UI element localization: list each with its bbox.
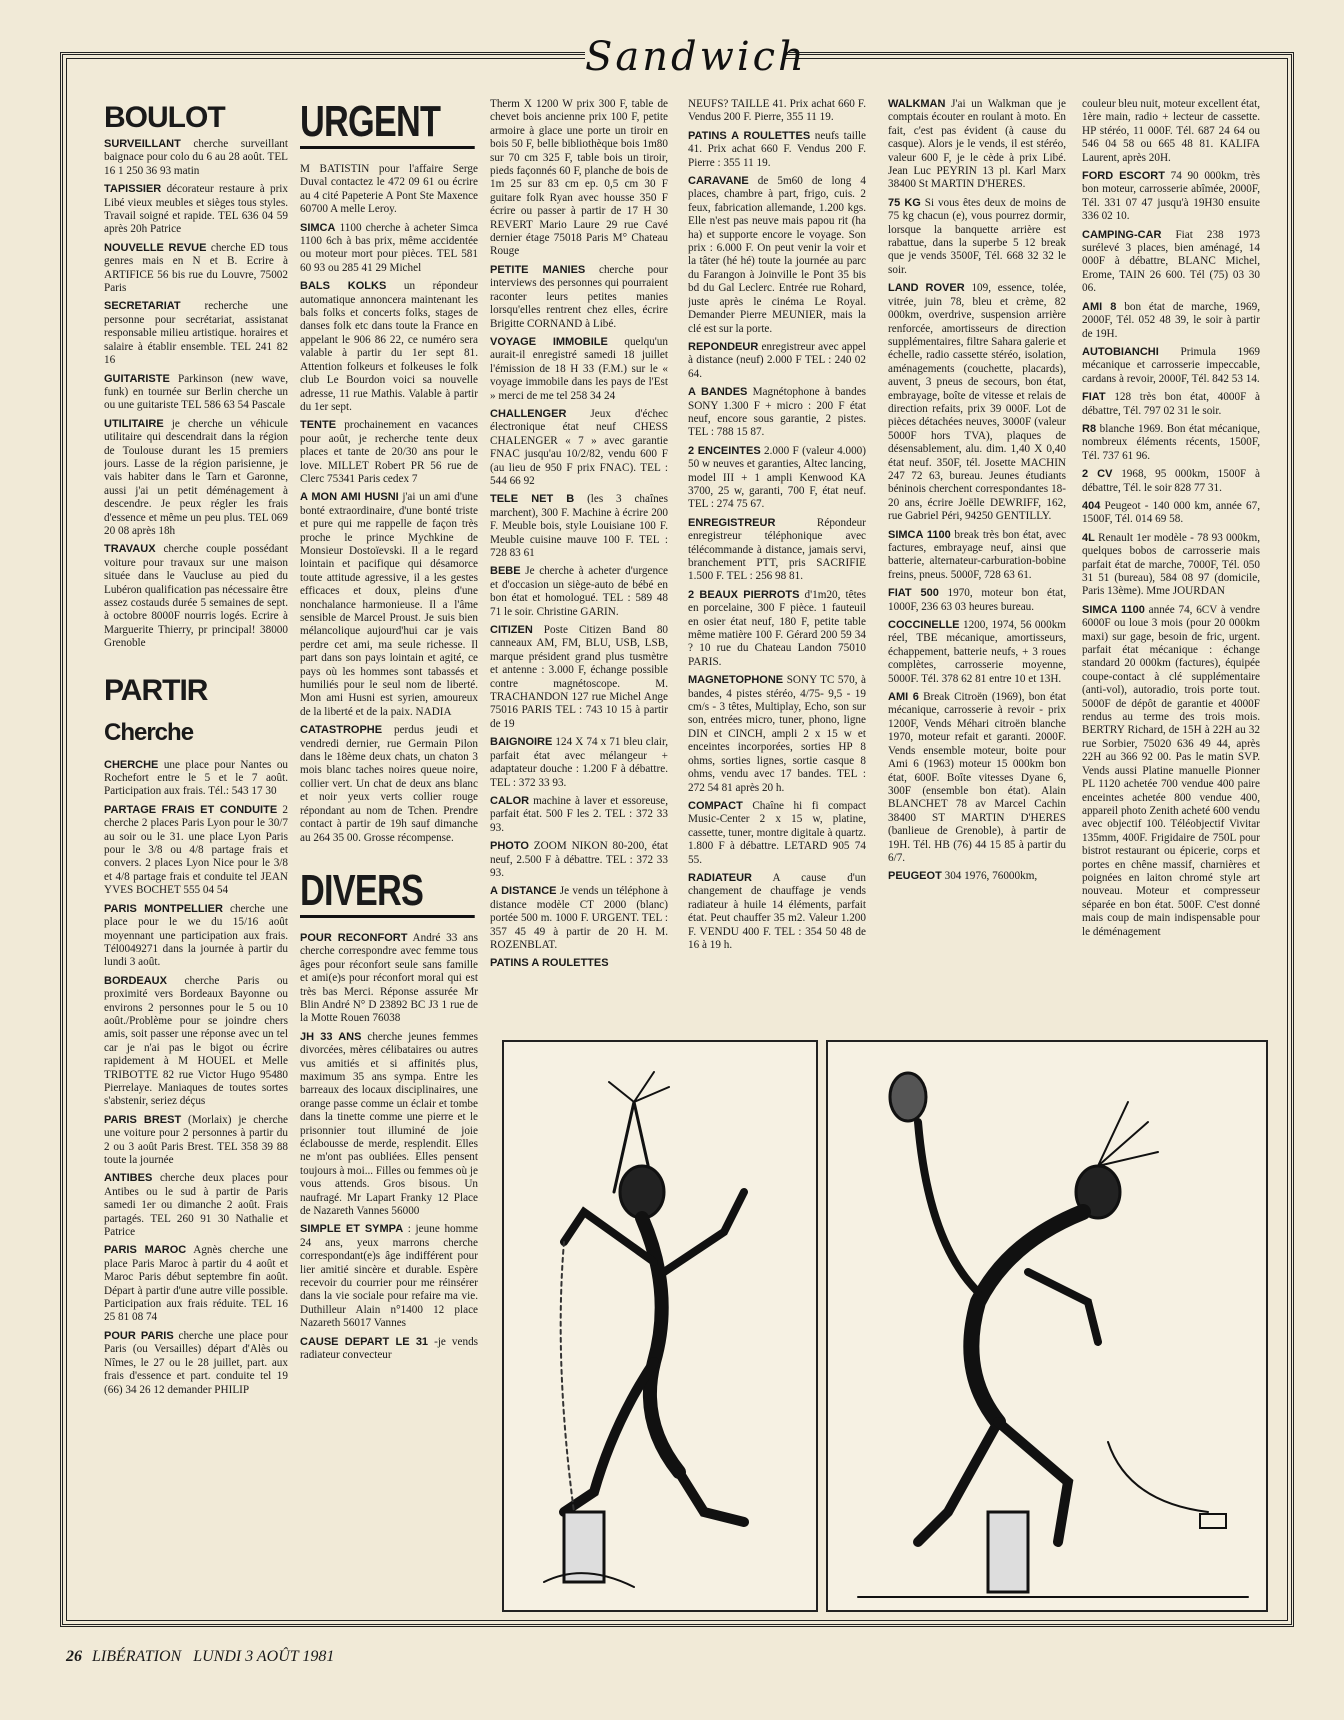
ad-keyword: 4L: [1082, 531, 1095, 544]
section-divers: DIVERS: [300, 867, 475, 918]
classified-ad: [688, 872, 866, 952]
classified-ad: [688, 800, 866, 867]
ad-keyword: BAIGNOIRE: [490, 736, 553, 749]
ad-text: cherche couple possédant voiture pour travaux sur une maison située dans le Vaucluse au pied du Lubéron qualification pas nécessaire être assez costauds durée 5 semaines de sept. à octobre 8000F nourris logés. Ecrire à Marguerite Thierry, pr principal! 38000 Grenoble: [104, 543, 288, 650]
ad-text: 124 X 74 x 71 bleu clair, parfait état avec mélangeur + adaptateur douche : 1.200 F à débattre. TEL : 372 33 93.: [490, 736, 668, 789]
classified-ad: [104, 975, 288, 1109]
boulot-ads: [104, 138, 288, 651]
ad-text: 2 cherche 2 places Paris Lyon pour le 30/7 au soir ou le 31. une place Lyon Paris pour le 3/8 ou 4/8 partage frais et convers. 2 places Lyon Nice pour le 3/8 et 4/8 partage frais et conduite tel JEAN YVES BOCHET 555 04 54: [104, 803, 288, 897]
ad-text: année 74, 6CV à vendre 6000F ou loue 3 mois (pour 20 000km maxi) sur gage, besoin de fric, urgent. parfait état mécanique : échange standard 20 000km (factures), équipée coupe-contact à clé supplémentaire (anti-vol), autoradio, trois porte tout. 5000F de dépôt de garantie et 4000F rendus au terme des trois mois. BERTRY Richard, de 15H à 22H au 32 rue Sorbier, 75020 636 49 44, après 22H au 366 92 00. Pas le matin SVP. Vends aussi Platine manuelle Pionner PL 1120 achetée 700 vendue 400 paire enceintes achetée 800 vendue 400, appareil photo Zenith acheté 600 vendu avec objectif 100. Téléobjectif Vivitar 135mm, 400F. Frigidaire de 750L pour bistrot restaurant ou épicerie, corps et portes en chêne massif, charnières et poignées en laiton chromé style art nouveau. Moteur et compresseur séparée en bon état. 500F. C'est donné mais coup de main indispensable pour le déménagement: [1082, 603, 1260, 938]
ad-text: d'1m20, têtes en porcelaine, 300 F pièce. 1 fauteuil en osier état neuf, 180 F, petite table même matière 100 F. Gérard 200 59 34 ? 10 rue du Chateau Landon 75010 PARIS.: [688, 588, 866, 668]
classified-ad: [1082, 604, 1260, 939]
ad-keyword: REPONDEUR: [688, 340, 759, 353]
classified-ad: [1082, 468, 1260, 495]
ad-keyword: PETITE MANIES: [490, 263, 586, 276]
ad-keyword: COMPACT: [688, 799, 743, 812]
ad-text: 304 1976, 76000km,: [944, 870, 1038, 883]
ad-text: Poste Citizen Band 80 canneaux AM, FM, BLU, USB, LSB, marque président grand plus tusmètre et antenne : 3.000 F, échange possible contre magnétoscope. M. TRACHANDON 127 rue Michel Ange 75016 PARIS TEL : 743 10 15 à partir de 19: [490, 624, 668, 730]
classified-ad: [104, 804, 288, 898]
cartoon-figure-left: [504, 1042, 816, 1610]
ad-keyword: PATINS A ROULETTES: [688, 129, 811, 142]
illustration-panel-left: [502, 1040, 818, 1612]
urgent-ads-cont: [490, 98, 668, 971]
ad-keyword: CALOR: [490, 794, 530, 807]
ad-text: 128 très bon état, 4000F à débattre, Tél. 797 02 31 le soir.: [1082, 391, 1260, 417]
ads-column-5: [888, 98, 1066, 884]
ad-text: recherche une personne pour secrétariat, assistanat responsable milieu artistique. horaires et salaire à établir ensemble. TEL 241 82 16: [104, 300, 288, 367]
ad-text: ZOOM NIKON 80-200, état neuf, 2.500 F à débattre. TEL : 372 33 93.: [490, 840, 668, 879]
classified-ad: [688, 130, 866, 170]
classified-ad: [688, 386, 866, 440]
classified-ad: [300, 491, 478, 719]
ad-keyword: PHOTO: [490, 840, 529, 853]
ad-keyword: GUITARISTE: [104, 372, 170, 385]
ad-keyword: R8: [1082, 422, 1097, 435]
ad-text: neufs taille 41. Prix achat 660 F. Vendus 200 F. Pierre : 355 11 19.: [688, 129, 866, 169]
section-boulot: BOULOT: [104, 101, 225, 134]
classified-ad: [104, 1330, 288, 1397]
ad-text: cherche jeunes femmes divorcées, mères célibataires ou autres vus amitiés et si affinités plus, maximum 35 ans sympa. Entre les barreaux des locaux disciplinaires, une orange passe comme un éclair et tombe dans la tinette comme une pierre et le prisonnier tout illuminé de joie éclabousse de merde, resplendit. Elles ne m'ont pas oubliées. Elles pensent toujours à moi... Filles ou femmes où je vous attends. Gros bisous. Un naufragé. Mr Lapart Franky 12 Place de Nazareth Vannes 56000: [300, 1030, 478, 1218]
newspaper-name: LIBÉRATION: [92, 1648, 182, 1665]
ad-keyword: SIMCA: [300, 221, 336, 234]
ad-keyword: FORD ESCORT: [1082, 170, 1165, 183]
illustration-panel-right: [826, 1040, 1268, 1612]
ad-text: break très bon état, avec factures, embrayage neuf, ainsi que batterie, alternateur-carburation-bobine freins, pneus. 5000F, 728 63 61.: [888, 528, 1066, 581]
ad-text: Jeux d'échec électronique état neuf CHESS CHALENGER « 7 » avec garantie FNAC jusqu'au 10/2/82, vendu 600 F (au lieu de 950 F prix FNAC). TEL : 544 66 92: [490, 407, 668, 487]
ad-keyword: A BANDES: [688, 386, 748, 399]
ad-keyword: POUR PARIS: [104, 1329, 174, 1342]
classified-ad: [688, 445, 866, 512]
ad-text: cherche ED tous genres mais en N et B. Ecrire à ARTIFICE 56 bis rue du Louvre, 75002 Paris: [104, 241, 288, 295]
classified-ad: [688, 674, 866, 795]
page-footer: [66, 1648, 334, 1666]
classified-ad: [490, 408, 668, 488]
ad-keyword: 404: [1082, 499, 1101, 512]
ad-text: cherche deux places pour Antibes ou le sud à partir de Paris samedi 1er ou dimanche 2 août. Frais partagés. TEL 260 91 30 Nathalie et Patrice: [104, 1172, 288, 1239]
classified-ad: [104, 1114, 288, 1168]
ad-text: couleur bleu nuit, moteur excellent état, 1ère main, radio + lecteur de cassette. HP stéréo, 11 000F. Tél. 687 24 64 ou 546 04 58 ou 665 48 81. KALIFA Laurent, après 20H.: [1082, 98, 1260, 164]
ad-text: cherche une place pour le we du 15/16 août moyennant une participation aux frais. Tél0049271 dans la journée à partir du lundi 3 août.: [104, 902, 288, 969]
ad-keyword: SURVEILLANT: [104, 138, 181, 150]
ad-text: un répondeur automatique annoncera maintenant les bals folks et concerts folks, stages de danses folk etc dans toute la France en appelant le 906 86 22, ce numéro sera valable à partir du 1er sept 81. Attention folkeurs et folkeuses le folk club Le Bourdon voici sa nouvelle adresse, 11 rue Mathis. Valable à partir du 1er sept.: [300, 280, 478, 413]
ad-keyword: ANTIBES: [104, 1172, 153, 1185]
ad-text: 109, essence, tolée, vitrée, juin 78, bleu et crème, 82 000km, overdrive, suspension arrière renforcée, amortisseurs de direction supplémentaires, filtre Sahara galerie et échelle, radio cassette stéréo, isolation, aménagements (couchette, placards), auvent, 3 pneus de secours, bon état, embrayage, boîte de vitesse et relais de direction refaits, prix 39 000F. Lot de pièces détachées neuves, 3000F (valeur 5000F hors TVA), plaques de désensablement, alu. dim. 1,40 X 0,40 état neuf. 350F, tél. Josette MACHIN 247 72 63, bureau. Jeunes étudiants béninois cherchent correspondantes 18-20 ans, écrire Joëlle DEWRIFF, 162, rue Gabriel Péri, 94250 GENTILLY.: [888, 282, 1066, 523]
ad-keyword: TENTE: [300, 419, 337, 432]
ad-text: perdus jeudi et vendredi dernier, rue Germain Pilon dans le 18ème deux chats, un chaton 3 mois blanc taches noires queue noire, collier vert. Un chat de deux ans blanc et noir yeux verts collier rouge répondant au nom de Tchen. Prendre contact à partir de 19h sauf dimanche au 264 35 00. Grosse récompense.: [300, 724, 478, 844]
ad-keyword: SIMCA 1100: [888, 528, 951, 541]
ad-keyword: AUTOBIANCHI: [1082, 345, 1159, 358]
classified-ad: [104, 183, 288, 237]
ad-keyword: COCCINELLE: [888, 619, 960, 632]
ad-text: Peugeot - 140 000 km, année 67, 1500F, Tél. 014 69 58.: [1082, 499, 1260, 526]
classified-ad: [490, 336, 668, 403]
ad-text: Si vous êtes deux de moins de 75 kg chacun (e), vous pourrez dormir, lorsque la banquette arrière est rabattue, dans la superbe 5 12 break que je vends 3500F, Tél. 668 32 32 le soir.: [888, 196, 1066, 276]
ad-keyword: PARIS BREST: [104, 1113, 182, 1126]
classified-ad: [888, 870, 1066, 883]
ad-text: enregistreur avec appel à distance (neuf) 2.000 F TEL : 240 02 64.: [688, 340, 866, 380]
classified-ad: [688, 341, 866, 381]
ad-text: A cause d'un changement de chauffage je vends radiateur à huile 14 éléments, parfait état. Peut chauffer 35 m2. Valeur 1.200 F. VENDU 400 F. TEL : 354 50 48 de 16 à 19 h.: [688, 871, 866, 951]
classified-ad: [688, 517, 866, 584]
classified-ad: [104, 138, 288, 178]
classified-ad: [104, 242, 288, 296]
ad-text: : jeune homme 24 ans, yeux marrons cherche correspondant(e)s âge indifférent pour lier amitié sincère et durable. Espère recevoir du courrier pour me réinsérer dans la vie sociale pour refaire ma vie. Duthilleur Alain n°1400 12 place Nazareth 56017 Vannes: [300, 1223, 478, 1330]
ad-keyword: TELE NET B: [490, 493, 575, 506]
ad-text: Répondeur enregistreur téléphonique avec télécommande à distance, jamais servi, branchement PTT, pris SACRIFIE 1.500 F. TEL : 256 98 81.: [688, 516, 866, 583]
ad-keyword: PATINS A ROULETTES: [490, 957, 609, 970]
ad-text: Therm X 1200 W prix 300 F, table de chevet bois ancienne prix 100 F, petite armoire à glace une porte un tiroir en bois 50 F, belle bibliothèque bois 1m80 sur 70 cm 325 F, table bois un tiroir, pieds façonnés 60 F, planche de bois de 1m 25 sur 83 cm ep. 0,5 cm 30 F guitare folk Ryan avec housse 350 F écrire ou passer à partir de 17 H 30 REVERT Mario Laure 29 rue Cavé dernier étage 75018 Paris M° Chateau Rouge: [490, 98, 668, 258]
ad-text: j'ai un ami d'une bonté extraordinaire, d'une bonté triste et pure qui me rappelle de façon très proche le prince Mychkine de Monsieur Dostoïevski. Il a le regard lointain et pacifique qui désamorce toute attitude agressive, il a les gestes efficaces et doux, pleins d'une nonchalance harmonieuse. Il a l'âme sensible de Marcel Proust. Je suis bien mélancolique aujourd'hui car je vais perdre cet ami, ma seule richesse. Il part dans son pays lointain et agité, ce pays où les hommes sont tabassés et humiliés pour le seul nom de liberté. Mon ami Husni est syrien, amoureux de la liberté et de la paix. NADIA: [300, 491, 478, 718]
column-3: [490, 98, 668, 1028]
ad-keyword: MAGNETOPHONE: [688, 674, 784, 687]
ad-text: NEUFS? TAILLE 41. Prix achat 660 F. Vendus 200 F. Pierre, 355 11 19.: [688, 98, 866, 124]
ad-keyword: PARIS MAROC: [104, 1244, 187, 1257]
ad-keyword: A DISTANCE: [490, 885, 557, 898]
classified-ad: [888, 587, 1066, 614]
classified-ad: [300, 1031, 478, 1219]
classified-ad: [490, 493, 668, 560]
ad-keyword: BALS KOLKS: [300, 280, 387, 293]
ad-keyword: RADIATEUR: [688, 871, 752, 884]
classified-ad: [104, 903, 288, 970]
classified-ad: [490, 624, 668, 731]
column-5: [888, 98, 1066, 1028]
classified-ad: [300, 163, 478, 217]
column-6: [1082, 98, 1260, 1178]
issue-date: LUNDI 3 AOÛT 1981: [193, 1648, 335, 1665]
ad-text: Chaîne hi fi compact Music-Center 2 x 15 w, platine, cassette, tuner, montre digitale à quartz. 1.800 F à débattre. LETARD 905 74 55.: [688, 799, 866, 866]
ad-text: 1970, moteur bon état, 1000F, 236 63 03 heures bureau.: [888, 587, 1066, 613]
ad-text: quelqu'un aurait-il enregistré samedi 18 juillet l'émission de 18 H 33 (F.M.) sur le « voyage immobile dans les pays de l'Est » merci de me tel 258 34 24: [490, 335, 668, 402]
ad-text: Je vends un téléphone à distance modèle CT 2000 (blanc) portée 500 m. 1000 F. URGENT. TEL : 357 45 49 à partir de 20 H. M. ROZENBLAT.: [490, 885, 668, 951]
ad-text: de 5m60 de long 4 places, chambre à part, frigo, cuis. 2 feux, fabrication allemande, 1.200 kgs. Elle n'est pas neuve mais papou rit (ha ha) et supporte encore le voyage. Son prix : 6.000 F. On peut venir la voir et la tâter (hé hé) toute la journée au parc du Farangon à Joinville le Pont 35 bis bd du Gal Leclerc. Entrée rue Rohard, juste après le cinéma Le Royal. Demander Pierre MEUNIER, mais la clé est sur la porte.: [688, 175, 866, 335]
ad-text: cherche une place pour Paris (ou Versailles) départ d'Alès ou Nîmes, le 27 ou le 28 juillet, part. aux frais d'essence et part. conduite tel 19 (66) 34 26 12 demander PHILIP: [104, 1329, 288, 1396]
classified-ad: [300, 1223, 478, 1330]
column-2: [300, 98, 478, 1668]
ad-keyword: CATASTROPHE: [300, 724, 383, 737]
cartoon-figure-right: [828, 1042, 1266, 1610]
ad-keyword: PARTAGE FRAIS ET CONDUITE: [104, 803, 278, 816]
ad-keyword: AMI 6: [888, 691, 919, 704]
classified-ad: [1082, 229, 1260, 296]
classified-ad: [888, 282, 1066, 523]
ad-keyword: PEUGEOT: [888, 870, 942, 883]
ad-text: cherche surveillant baignace pour colo du 6 au 28 août. TEL 16 1 250 36 93 matin: [104, 138, 288, 177]
ad-keyword: SIMPLE ET SYMPA: [300, 1223, 404, 1236]
classified-ad: [104, 543, 288, 650]
classified-ad: [490, 264, 668, 331]
ad-text: Parkinson (new wave, funk) en tournée sur Berlin cherche un ou une guitariste TEL 586 63 54 Pascale: [104, 372, 288, 412]
ad-text: M BATISTIN pour l'affaire Serge Duval contactez le 472 09 61 ou écrire au 4 cité Papeterie A Pont Ste Maxence 60700 A melle Leroy.: [300, 163, 478, 216]
ad-text: J'ai un Walkman que je comptais écouter en roulant à moto. En fait, c'est pas évident (à cause du casque). Alors je le vends, il est stéréo, valeur 600 F, je le cède à prix Libé. Jean Luc PEYRIN 13 pl. Karl Marx 38400 St MARTIN D'HERES.: [888, 98, 1066, 191]
ad-text: -je vends radiateur convecteur: [300, 1335, 478, 1362]
cherche-ads: [104, 759, 288, 1397]
ad-text: Primula 1969 mécanique et carrosserie impeccable, cardans à revoir, 2000F, Tél. 842 53 14.: [1082, 345, 1260, 385]
classified-ad: [1082, 346, 1260, 386]
column-1: [104, 98, 288, 1673]
ad-keyword: NOUVELLE REVUE: [104, 241, 207, 254]
ad-keyword: TRAVAUX: [104, 543, 156, 556]
ad-keyword: 2 BEAUX PIERROTS: [688, 588, 800, 601]
classified-ad: [490, 957, 668, 970]
classified-ad: [300, 280, 478, 414]
ads-column-4: [688, 98, 866, 952]
classified-ad: [300, 419, 478, 486]
classified-ad: [104, 1244, 288, 1324]
ad-text: bon état de marche, 1969, 2000F, Tél. 052 48 39, le soir à partir de 19H.: [1082, 300, 1260, 340]
ad-keyword: LAND ROVER: [888, 282, 965, 295]
ad-keyword: CITIZEN: [490, 624, 533, 637]
ad-keyword: SECRETARIAT: [104, 300, 181, 313]
classified-ad: [104, 373, 288, 413]
ad-keyword: TAPISSIER: [104, 183, 162, 196]
ad-text: Agnès cherche une place Paris Maroc à partir du 4 août et Maroc Paris début septembre fin août. Départ à partir d'une autre ville possible. Participation aux frais réduite. TEL 16 25 81 08 74: [104, 1244, 288, 1324]
ad-text: blanche 1969. Bon état mécanique, nombreux éléments récents, 1500F, Tél. 737 61 96.: [1082, 422, 1260, 462]
classified-ad: [688, 98, 866, 125]
classified-ad: [888, 619, 1066, 686]
ad-text: Fiat 238 1973 surélevé 3 places, bien aménagé, 14 000F à débattre, BLANC Michel, Erome, TAIN 26 600. Tél (75) 03 30 06.: [1082, 228, 1260, 295]
classified-ad: [300, 932, 478, 1026]
divers-ads: [300, 932, 478, 1363]
ad-text: une place pour Nantes ou Rochefort entre le 5 et le 7 août. Participation aux frais. Tél.: 543 17 30: [104, 758, 288, 798]
ad-keyword: POUR RECONFORT: [300, 931, 408, 944]
ad-text: 2.000 F (valeur 4.000) 50 w neuves et garanties, Altec lancing, model III + 1 ampli Kenwood KA 3700, 25 w, garanti, 700 F, état neuf. TEL : 274 75 67.: [688, 444, 866, 511]
ad-keyword: FIAT 500: [888, 587, 939, 600]
ad-keyword: CAMPING-CAR: [1082, 228, 1162, 241]
classified-ad: [1082, 391, 1260, 418]
ad-text: prochainement en vacances pour août, je recherche tente deux places et tante de 20/30 ans pour le love. MILLET Robert PR 56 rue de Clerc 75341 Paris cedex 7: [300, 419, 478, 485]
ad-text: Break Citroën (1969), bon état mécanique, carrosserie à revoir - prix 1200F, Vends Méhari citroën blanche 1970, moteur refait et garanti. 2000F. Vends ensemble moteur, boite pour Ami 6 (1963) moteur 15 000km bon état, 600F. Boîte vitesses Dyane 6, 300F (ensemble bon état). Alain BLANCHET 78 av Marcel Cachin 38400 ST MARTIN D'HERES (banlieue de Grenoble), à partir de 19H. Tél. HB (76) 44 15 85 à partir du 6/7.: [888, 691, 1066, 864]
classified-ad: [688, 589, 866, 669]
ad-text: Magnétophone à bandes SONY 1.300 F + micro : 200 F état neuf, encore sous garantie, 2 pistes. TEL : 788 15 87.: [688, 386, 866, 439]
ad-keyword: CHERCHE: [104, 758, 159, 771]
ad-keyword: UTILITAIRE: [104, 417, 164, 430]
classified-ad: [688, 175, 866, 336]
ad-text: (Morlaix) je cherche une voiture pour 2 personnes à partir du 2 ou 3 août Paris Brest. TEL 358 39 88 toute la journée: [104, 1113, 288, 1166]
ad-keyword: PARIS MONTPELLIER: [104, 902, 223, 915]
ad-keyword: FIAT: [1082, 391, 1106, 404]
ad-keyword: 2 ENCEINTES: [688, 444, 761, 457]
classified-ad: [490, 840, 668, 880]
ad-text: 1100 cherche à acheter Simca 1100 6ch à bas prix, même accidentée ou moteur mort pour pièces. TEL 581 60 93 ou 285 41 29 Michel: [300, 221, 478, 274]
ad-text: machine à laver et essoreuse, parfait état. 500 F les 2. TEL : 372 33 93.: [490, 794, 668, 834]
ad-text: cherche pour interviews des personnes qui pourraient raconter leurs petites manies lorsqu'elles rentrent chez elles, écrire Brigitte CORNAND à Libé.: [490, 263, 668, 330]
classified-ad: [104, 418, 288, 539]
ad-text: Je cherche à acheter d'urgence et d'occasion un siège-auto de bébé en bon état et homologué. TEL : 589 48 71 le soir. Christine GARIN.: [490, 565, 668, 618]
classified-ad: [300, 1336, 478, 1363]
ad-keyword: WALKMAN: [888, 98, 946, 110]
ad-text: je cherche un véhicule utilitaire qui descendrait dans la région de Toulouse durant les 15 premiers jours. Lasse de la région parisienne, je vais habiter dans le Tarn et Garonne, aussi j'ai un petit déménagement à descendre. Je peux régler les frais d'essence et même un peu plus. TEL 069 20 08 après 18h: [104, 417, 288, 537]
ad-keyword: 2 CV: [1082, 468, 1113, 481]
ad-keyword: CARAVANE: [688, 175, 749, 188]
classified-ad: [104, 300, 288, 367]
classified-ad: [888, 691, 1066, 865]
classified-ad: [1082, 423, 1260, 463]
ad-keyword: CAUSE DEPART LE 31: [300, 1335, 429, 1348]
section-urgent: URGENT: [300, 98, 475, 149]
classified-ad: [490, 885, 668, 952]
ad-keyword: CHALLENGER: [490, 407, 567, 420]
ads-column-6: [1082, 98, 1260, 939]
ad-keyword: SIMCA 1100: [1082, 603, 1145, 616]
classified-ad: [490, 565, 668, 619]
classified-ad: [104, 1172, 288, 1239]
ad-keyword: 75 KG: [888, 196, 921, 209]
ad-keyword: A MON AMI HUSNI: [300, 491, 399, 504]
classified-ad: [490, 736, 668, 790]
section-partir: PARTIR: [104, 673, 208, 707]
classified-ad: [300, 724, 478, 845]
classified-ad: [104, 759, 288, 799]
ad-text: SONY TC 570, à bandes, 4 pistes stéréo, 4/75- 9,5 - 19 cm/s - 3 têtes, Multiplay, Echo, son sur son, entrées micro, tuner, phono, ligne DIN et CINCH, ampli 2 x 15 w et enceintes incorporées, sorties HP 8 ohms, sorties lignes, sortie casque 8 ohms, vendu avec 17 bandes. TEL : 272 54 81 après 20 h.: [688, 674, 866, 794]
classified-ad: [888, 197, 1066, 277]
classified-ad: [1082, 170, 1260, 224]
classified-ad: [1082, 532, 1260, 599]
ad-text: cherche Paris ou proximité vers Bordeaux Bayonne ou environs 2 personnes pour le 5 ou 10 août./Problème pour se joindre chers amis, soit passer une réponse avec un tel car je n'ai pas le bigot ou écrire rapidement à M HOUEL et Melle TRIBOTTE 82 rue Victor Hugo 95480 Pierrelaye. Maniaques de toutes sortes s'abstenir, seriez déçus: [104, 974, 288, 1108]
urgent-ads: [300, 163, 478, 845]
column-4: [688, 98, 866, 1028]
classified-ad: [300, 222, 478, 276]
classified-ad: [490, 795, 668, 835]
ad-text: 1200, 1974, 56 000km réel, TBE mécanique, amortisseurs, échappement, batterie neufs, + 3 roues complètes, carrosserie moyenne, 5000F. Tél. 378 62 81 entre 10 et 13H.: [888, 619, 1066, 685]
section-cherche: Cherche: [104, 718, 194, 746]
ad-keyword: BEBE: [490, 565, 521, 578]
classified-ad: [1082, 98, 1260, 165]
ad-keyword: AMI 8: [1082, 300, 1117, 313]
classified-ad: [490, 98, 668, 259]
ad-keyword: BORDEAUX: [104, 974, 167, 987]
classified-ad: [1082, 301, 1260, 341]
ad-text: 1968, 95 000km, 1500F à débattre, Tél. le soir 828 77 31.: [1082, 468, 1260, 494]
ad-text: Renault 1er modèle - 78 93 000km, quelques bobos de carrosserie mais parfait état de marche, 7000F, Tél. 050 31 51 (bureau), 584 08 97 (domicile, Paris 13ème). Mme JOURDAN: [1082, 531, 1260, 598]
ad-text: décorateur restaure à prix Libé vieux meubles et sièges tous styles. Travail soigné et rapide. TEL 636 04 59 après 20h Patrice: [104, 183, 288, 236]
masthead: Sandwich: [585, 34, 807, 80]
ad-keyword: JH 33 ANS: [300, 1030, 362, 1043]
ad-keyword: ENREGISTREUR: [688, 516, 776, 529]
classified-ad: [888, 98, 1066, 192]
classified-ad: [888, 529, 1066, 583]
ad-text: André 33 ans cherche correspondre avec femme tous âges pour réconfort seule sans famille et ami(e)s pour réconfort moral qui est très bas Merci. Réponse assurée Mr Blin André N° D 23892 BC J3 1 rue de la Motte Rouen 76038: [300, 931, 478, 1025]
ad-text: (les 3 chaînes marchent), 300 F. Machine à écrire 200 F. Meuble bois, style Louisiane 100 F. Meuble cuisine mauve 100 F. TEL : 728 83 61: [490, 493, 668, 559]
ad-keyword: VOYAGE IMMOBILE: [490, 335, 608, 348]
page-number: 26: [66, 1648, 82, 1665]
classified-ad: [1082, 500, 1260, 527]
ad-text: 74 90 000km, très bon moteur, carrosserie abîmée, 2000F, Tél. 331 07 47 jusqu'à 19H30 ensuite 336 02 10.: [1082, 170, 1260, 223]
